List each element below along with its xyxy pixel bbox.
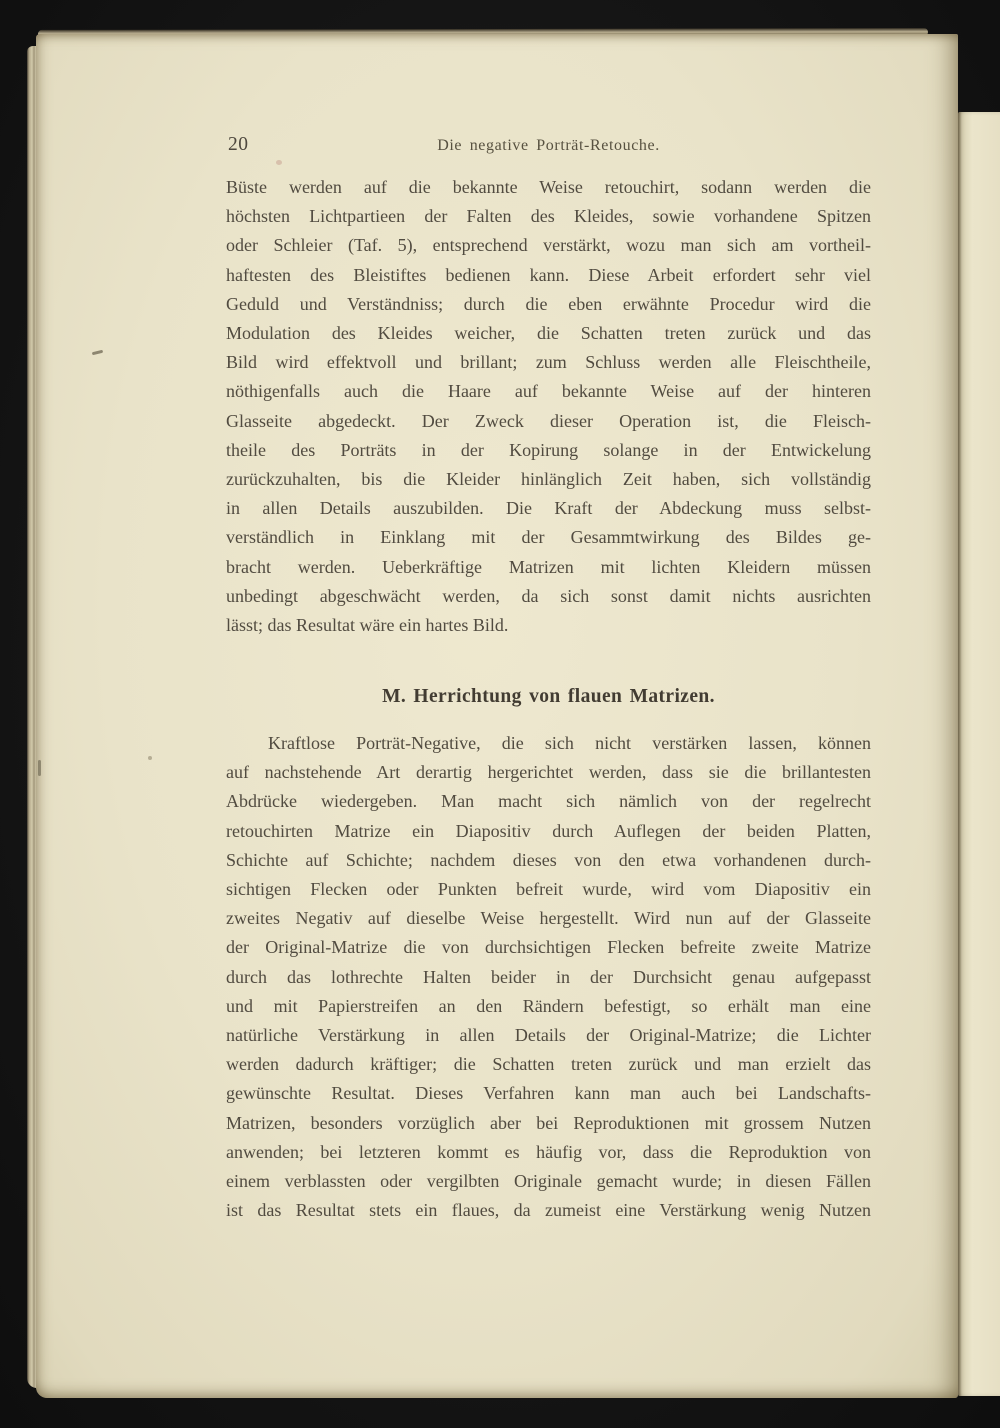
text-line: Kraftlose Porträt-Negative, die sich nicht verstärken lassen, können: [268, 733, 871, 753]
text-line: zweites Negativ auf dieselbe Weise hergestellt. Wird nun auf der Glasseite: [226, 908, 871, 929]
text-line: bracht werden. Ueberkräftige Matrizen mit lichten Kleidern müssen: [226, 556, 871, 577]
text-line: unbedingt abgeschwächt werden, da sich sonst damit nichts ausrichten: [226, 585, 871, 606]
text-line: durch das lothrechte Halten beider in der Durchsicht genau aufgepasst: [226, 966, 871, 987]
text-line: oder Schleier (Taf. 5), entsprechend verstärkt, wozu man sich am vortheil-: [226, 235, 871, 256]
text-line: verständlich in Einklang mit der Gesammtwirkung des Bildes ge-: [226, 527, 871, 548]
text-line: retouchirten Matrize ein Diapositiv durch Auflegen der beiden Platten,: [226, 820, 871, 841]
adjacent-page-edge: [958, 112, 1000, 1396]
section-heading: M. Herrichtung von flauen Matrizen.: [382, 686, 715, 707]
scan-artifact: [148, 756, 152, 760]
text-line: und mit Papierstreifen an den Rändern befestigt, so erhält man eine: [226, 995, 871, 1016]
paragraph-2: [226, 729, 871, 1225]
text-line: gewünschte Resultat. Dieses Verfahren kann man auch bei Landschafts-: [226, 1083, 871, 1104]
text-line: zurückzuhalten, bis die Kleider hinlänglich Zeit haben, sich vollständig: [226, 469, 871, 490]
page-number: 20: [228, 134, 249, 155]
text-line: haftesten des Bleistiftes bedienen kann. Diese Arbeit erfordert sehr viel: [226, 264, 871, 285]
text-line: der Original-Matrize die von durchsichtigen Flecken befreite zweite Matrize: [226, 937, 871, 958]
text-line: nöthigenfalls auch die Haare auf bekannte Weise auf der hinteren: [226, 381, 871, 402]
text-line: anwenden; bei letzteren kommt es häufig vor, dass die Reproduktion von: [226, 1141, 871, 1162]
text-line: höchsten Lichtpartieen der Falten des Kleides, sowie vorhandene Spitzen: [226, 206, 871, 227]
text-line: werden dadurch kräftiger; die Schatten treten zurück und man erzielt das: [226, 1054, 871, 1075]
text-line: Abdrücke wiedergeben. Man macht sich nämlich von der regelrecht: [226, 791, 871, 812]
text-line: einem verblassten oder vergilbten Originale gemacht wurde; in diesen Fällen: [226, 1171, 871, 1192]
text-line: auf nachstehende Art derartig hergerichtet werden, dass sie die brillantesten: [226, 762, 871, 783]
text-line: Bild wird effektvoll und brillant; zum Schluss werden alle Fleischtheile,: [226, 352, 871, 373]
text-line: natürliche Verstärkung in allen Details der Original-Matrize; die Lichter: [226, 1025, 871, 1046]
text-line: lässt; das Resultat wäre ein hartes Bild.: [226, 615, 509, 636]
text-line: Matrizen, besonders vorzüglich aber bei Reproduktionen mit grossem Nutzen: [226, 1112, 871, 1133]
text-line: Glasseite abgedeckt. Der Zweck dieser Operation ist, die Fleisch-: [226, 410, 871, 431]
page-edge-mark: [38, 760, 41, 776]
text-line: in allen Details auszubilden. Die Kraft der Abdeckung muss selbst-: [226, 498, 871, 519]
text-line: ist das Resultat stets ein flaues, da zumeist eine Verstärkung wenig Nutzen: [226, 1200, 871, 1221]
scan-artifact: [92, 350, 103, 356]
book-page: [36, 34, 958, 1398]
text-line: Modulation des Kleides weicher, die Schatten treten zurück und das: [226, 323, 871, 344]
text-line: Büste werden auf die bekannte Weise retouchirt, sodann werden die: [226, 177, 871, 197]
paragraph-1: [226, 173, 871, 640]
text-line: Schichte auf Schichte; nachdem dieses von den etwa vorhandenen durch-: [226, 849, 871, 870]
text-line: Geduld und Verständniss; durch die eben erwähnte Procedur wird die: [226, 293, 871, 314]
running-head: Die negative Porträt-Retouche.: [437, 137, 660, 154]
text-line: theile des Porträts in der Kopirung solange in der Entwickelung: [226, 439, 871, 460]
page-header: [226, 133, 871, 161]
text-line: sichtigen Flecken oder Punkten befreit wurde, wird vom Diapositiv ein: [226, 879, 871, 900]
